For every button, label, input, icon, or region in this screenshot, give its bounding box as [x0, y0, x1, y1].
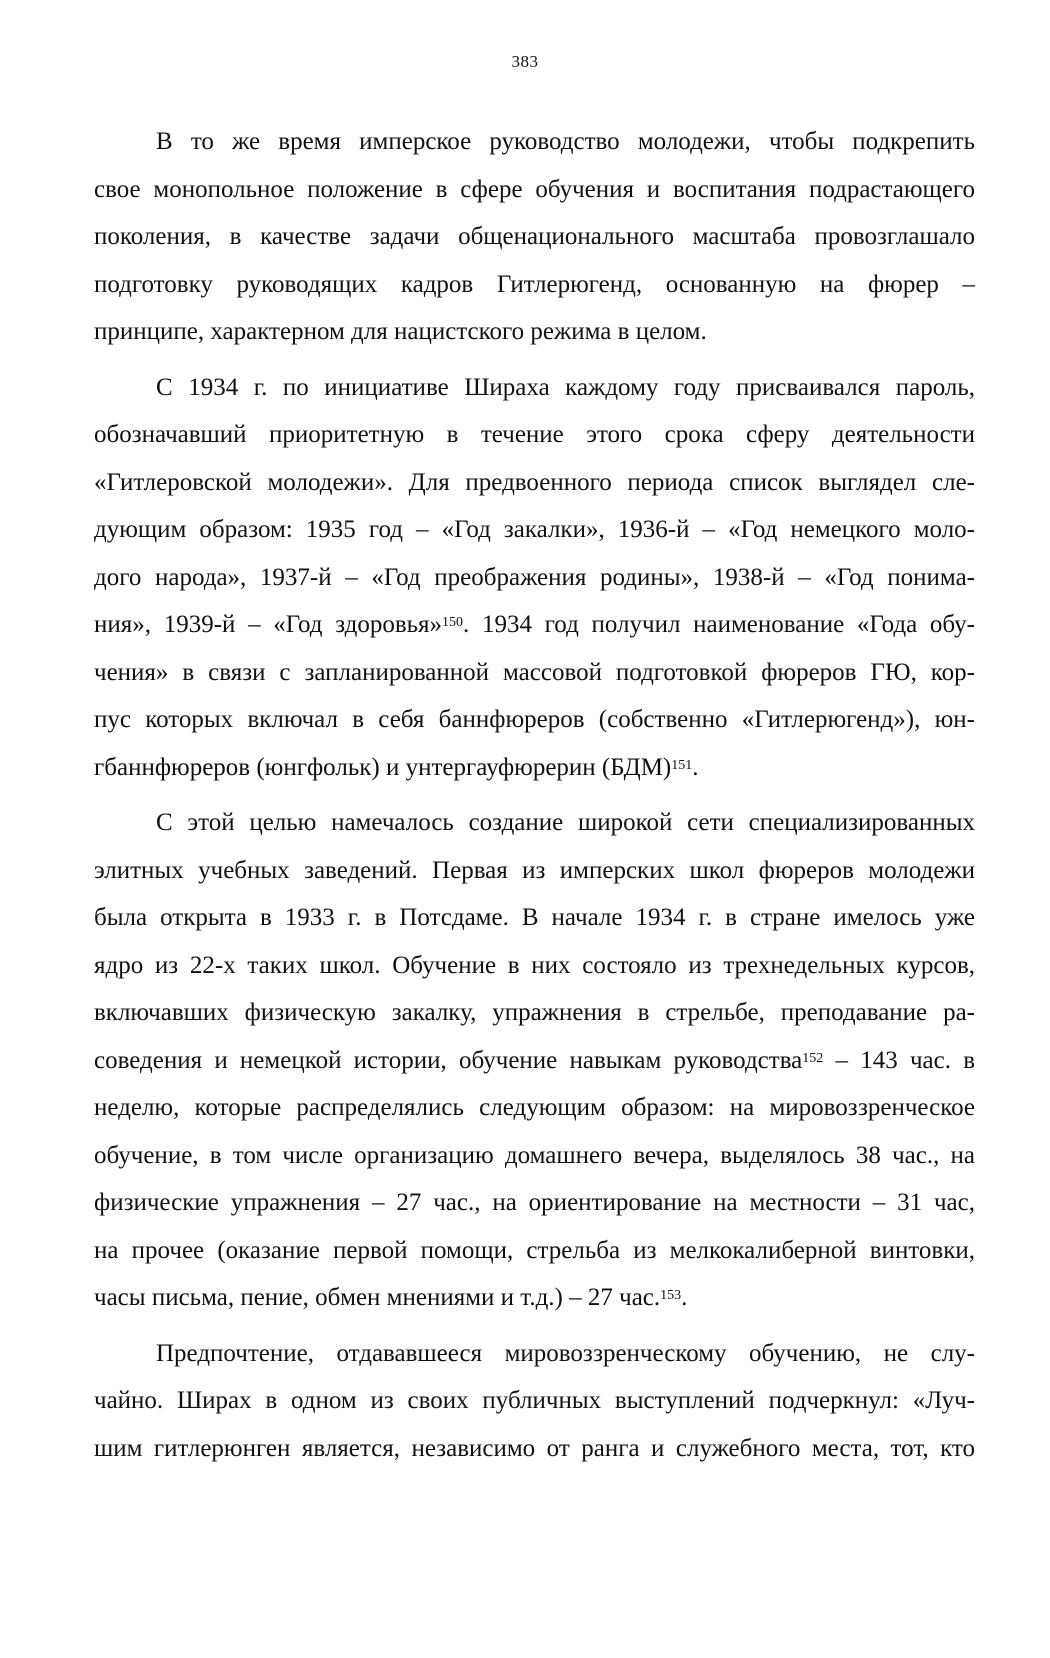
text-line: неделю, которые распределялись следующим образом: на мировоззренческое	[94, 1094, 975, 1121]
footnote-reference: 152	[802, 1050, 824, 1066]
text-line: элитных учебных заведений. Первая из имперских школ фюреров молодежи	[94, 856, 975, 884]
footnote-reference: 151	[671, 757, 693, 773]
text-line: подготовку руководящих кадров Гитлерюгенд, основанную на фюрер –	[94, 270, 975, 298]
text-line: шим гитлерюнген является, независимо от ранга и служебного места, тот, кто	[94, 1434, 975, 1462]
paragraph	[94, 1330, 975, 1473]
text-line: Предпочтение, отдававшееся мировоззренческому обучению, не слу-	[156, 1339, 975, 1367]
text-line	[94, 1037, 975, 1085]
text-line: обозначавший приоритетную в течение этого срока сферу деятельности	[94, 421, 975, 448]
text-line: В то же время имперское руководство молодежи, чтобы подкрепить	[156, 128, 975, 155]
text-line	[94, 1274, 975, 1322]
footnote-reference: 153	[660, 1288, 682, 1303]
text-line: свое монопольное положение в сфере обучения и воспитания подрастающего	[94, 175, 975, 203]
text-line: физические упражнения – 27 час., на ориентирование на местности – 31 час,	[94, 1189, 975, 1216]
text-line: принципе, характерном для нацистского режима в целом.	[94, 318, 707, 345]
text-line	[94, 744, 975, 792]
paragraph	[94, 364, 975, 792]
text-line: С этой целью намечалось создание широкой сети специализированных	[156, 809, 975, 836]
text-segment: часы письма, пение, обмен мнениями и т.д.) – 27 час.	[94, 1284, 661, 1311]
text-line: чения» в связи с запланированной массовой подготовкой фюреров ГЮ, кор-	[94, 658, 975, 686]
text-segment: .	[681, 1284, 688, 1311]
paragraph	[94, 118, 975, 356]
text-segment: соведения и немецкой истории, обучение навыкам руководства	[94, 1046, 803, 1074]
text-segment: .	[692, 753, 699, 781]
page-number: 383	[511, 52, 539, 71]
text-line: включавших физическую закалку, упражнения в стрельбе, преподавание ра-	[94, 999, 975, 1026]
text-line: чайно. Ширах в одном из своих публичных выступлений подчеркнул: «Луч-	[94, 1387, 975, 1414]
paragraph	[94, 799, 975, 1322]
text-line: дующим образом: 1935 год – «Год закалки», 1936-й – «Год немецкого моло-	[94, 516, 975, 543]
text-segment: гбаннфюреров (юнгфольк) и унтергауфюрерин (БДМ)	[94, 753, 672, 781]
text-segment: . 1934 год получил наименование «Года обу-	[463, 611, 975, 638]
text-line	[94, 601, 975, 649]
text-line: поколения, в качестве задачи общенационального масштаба провозглашало	[94, 223, 975, 250]
text-line: обучение, в том числе организацию домашнего вечера, выделялось 38 час., на	[94, 1141, 975, 1169]
footnote-reference: 150	[442, 615, 464, 630]
text-line: на прочее (оказание первой помощи, стрельба из мелкокалиберной винтовки,	[94, 1236, 975, 1264]
text-line: дого народа», 1937-й – «Год преображения родины», 1938-й – «Год понима-	[94, 563, 975, 591]
text-line: пус которых включал в себя баннфюреров (собственно «Гитлерюгенд»), юн-	[94, 706, 975, 733]
text-line: «Гитлеровской молодежи». Для предвоенного периода список выглядел сле-	[94, 468, 975, 496]
text-line: С 1934 г. по инициативе Шираха каждому году присваивался пароль,	[156, 373, 975, 401]
text-segment: ния», 1939-й – «Год здоровья»	[94, 611, 443, 638]
document-body	[94, 118, 975, 1472]
text-line: была открыта в 1933 г. в Потсдаме. В начале 1934 г. в стране имелось уже	[94, 904, 975, 931]
text-line: ядро из 22-х таких школ. Обучение в них состояло из трехнедельных курсов,	[94, 951, 975, 979]
text-segment: – 143 час. в	[823, 1046, 975, 1074]
